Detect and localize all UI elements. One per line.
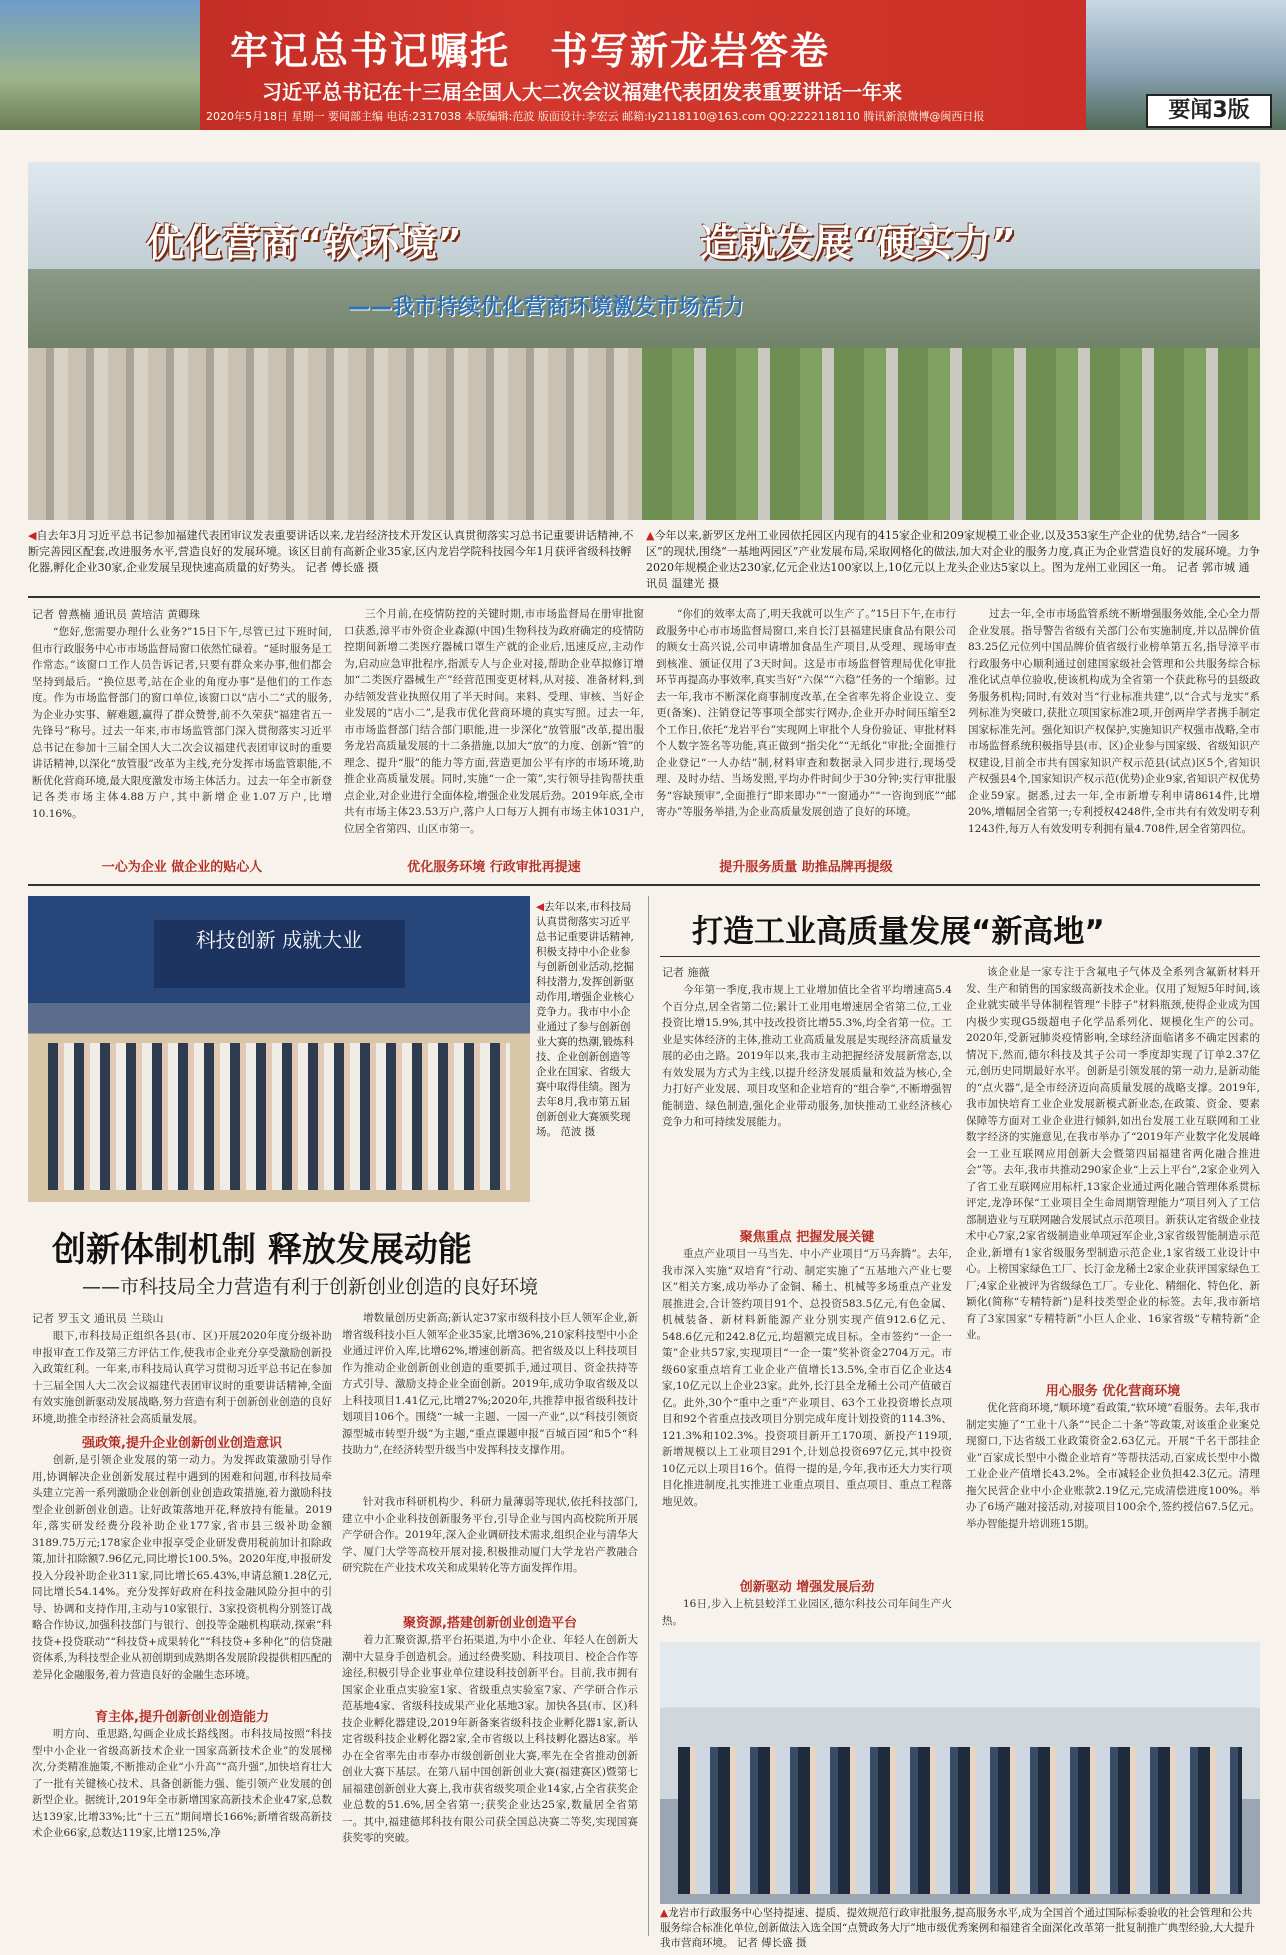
award-photo-caption: ◀去年以来,市科技局认真贯彻落实习近平总书记重要讲话精神,积极支持中小企业参与创新创业活动,挖掘科技潜力,发挥创新驱动作用,增强企业核心竞争力。我市中小企业通过了参与创新创业大赛的热潮,锻炼科技、企业创新创造等企业在国家、省级大赛中取得佳绩。图为去年8月,我市第五届创新创业大赛颁奖现场。 范波 摄 <box>536 901 634 1138</box>
banner-subtitle: 习近平总书记在十三届全国人大二次会议福建代表团发表重要讲话一年来 <box>262 80 902 104</box>
masthead-banner <box>0 0 1286 130</box>
service-hall-photo <box>660 1642 1260 1904</box>
industry-head-2: 创新驱动 增强发展后劲 <box>739 1580 875 1595</box>
divider <box>660 956 1260 957</box>
industry-col-1b: 重点产业项目一马当先、中小产业项目“万马奔腾”。去年,我市深入实施“双培育”行动、制定实施了“五基地六产业七要区”相关方案,成功举办了金铜、稀土、机械等多场重点产业发展推进会,合计签约项目91个、总投资583.5亿元,有色金属、机械装备、新材料新能源产业分别实现产值912.6亿元、548.6亿元和242.8亿元,均超额完成目标。全市签约“一企一策”企业共57家,实现项目“一企一策”奖补资金2704万元。市级60家重点培育工业企业产值增长13.5%,全市百亿企业达4家,10亿元以上企业23家。此外,长汀县全龙稀土公司产值破百亿。此外,30个“重中之重”产业项目、63个工业投资增长点项目和92个省重点技改项目分别完成年度计划投资的114.3%、121.3%和102.3%。投资项目新开工170项、新投产119项,新增规模以上工业项目291个,计划总投资697亿元,其中投资10亿元以上项目16个。值得一提的是,今年,我市还大力实行项目化推进制度,扎实推进工业重点项目、重点项目、重点工程落地见效。 <box>662 1248 952 1508</box>
top-col-4: 过去一年,全市市场监管系统不断增强服务效能,全心全力帮企业发展。指导警告省级有关部门公布实施制度,并以品牌价值83.25亿元位列中国品牌价值省级行业榜单第五名,指导漳平市行政服务中心顺利通过创建国家级社会管理和公共服务综合标准化试点单位验收,使该机构成为全省第一个获此称号的县级政务服务机构;同时,有效对当“行业标准共建”,以“合式与龙实”系列标准为突破口,获批立项国家标准2项,开创两岸学者携手制定国家标准先河。强化知识产权保护,实施知识产权强市战略,全市市场监督系统积极指导县(市、区)企业参与国家级、省级知识产权建设,目前全市共有国家知识产权示范县(试点)区5个,省知识产权强县4个,国家知识产权示范(优势)企业9家,省知识产权优势企业59家。据悉,过去一年,全市新增专利申请8614件,比增20%,增幅居全省第一;专利授权4248件,全市共有有效发明专利1243件,每万人有效发明专利拥有量4.708件,居全省第四位。 <box>968 608 1260 835</box>
hero-caption-left: ◀自去年3月习近平总书记参加福建代表团审议发表重要讲话以来,龙岩经济技术开发区认真贯彻落实习总书记重要讲话精神,不断完善园区配套,改进服务水平,营造良好的发展环境。该区目前有高新企业35家,区内龙岩学院科技园今年1月获评省级科技孵化器,孵化企业30家,企业发展呈现快速高质量的好势头。 记者 傅长盛 摄 <box>28 529 634 574</box>
industry-head-3: 用心服务 优化营商环境 <box>1045 1384 1181 1399</box>
caption-marker-icon: ◀ <box>28 529 37 542</box>
innovation-subtitle: ——市科技局全力营造有利于创新创业创造的良好环境 <box>82 1276 539 1298</box>
innovation-head-2: 育主体,提升创新创业创造能力 <box>95 1710 269 1725</box>
top-col-2: 三个月前,在疫情防控的关键时期,市市场监督局在册审批窗口获悉,漳平市外资企业森源(中国)生物科技为政府确定的疫情防控期间新增二类医疗器械口罩生产就的企业后,迅速反应,主动作为,启动应急审批程序,指派专人与企业对接,帮助企业草拟修订增加“二类医疗器械生产”经营范围变更材料,从对接、准备材料,到办结领发营业执照仅用了半天时间。来料、受理、审核、当好企业发展的“店小二”,是我市优化营商环境的真实写照。过去一年,市市场监督部门结合部门职能,进一步深化“放管服”改革,提出服务龙岩高质量发展的十二条措施,以加大“放”的力度、创新“管”的理念、提升“服”的能力等方面,营造更加公平有序的市场环境,助推企业高质量发展。同时,实施“一企一策”,实行领导挂钩帮扶重点企业,对企业进行全面体检,增强企业发展后劲。2019年底,全市共有市场主体23.53万户,落户人口每万人拥有市场主体1031户,位居全省第四、山区市第一。 <box>344 608 644 835</box>
innovation-col-1a: 眼下,市科技局正组织各县(市、区)开展2020年度分级补助申报审查工作及第三方评估工作,使我市企业充分享受激励创新投入政策红利。一年来,市科技局认真学习贯彻习近平总书记在参加十三届全国人大二次会议福建代表团审议时的重要讲话精神,全面有效实施创新驱动发展战略,努力营造有利于创新创业创造的良好环境,助推全市经济社会高质量发展。 <box>32 1330 332 1425</box>
industry-col-1c: 16日,步入上杭县蛟洋工业园区,德尔科技公司年间生产火热。 <box>662 1598 952 1627</box>
section-label: 要闻3版 <box>1146 94 1272 128</box>
top-col-1: “您好,您需要办理什么业务?”15日下午,尽管已过下班时间,但市行政服务中心市市场监督局窗口依然忙碌着。“延时服务是工作常态。”该窗口工作人员告诉记者,只要有群众来办事,他们都会坚持到最后。“换位思考,站在企业的角度办事”是他们的工作态度。作为市场监督部门的窗口单位,该窗口以“店小二”式的服务,为企业办实事、解难题,赢得了群众赞誉,前不久荣获“福建省五一先锋号”称号。过去一年来,市市场监管部门深入贯彻落实习近平总书记在参加十三届全国人大二次会议福建代表团审议时的重要讲话精神,以深化“放管服”改革为主线,充分发挥市场监管职能,不断优化营商环境,最大限度激发市场主体活力。过去一年全市新登记各类市场主体4.88万户,其中新增企业1.07万户,比增10.16%。 <box>32 626 332 820</box>
industry-col-2b: 优化营商环境,“顺环境”看政策,“软环境”看服务。去年,我市制定实施了“工业十八条”“民企二十条”等政策,对该重企业案兑现窗口,下达省级工业政策资金2.63亿元。开展“千名干部挂企业”百家成长型中小微企业培育”等帮扶活动,百家成长型中小微工业企业产值增长43.2%。全市减轻企业负担42.3亿元。清理拖欠民营企业中小企业账款2.19亿元,完成清偿进度100%。举办了6场产融对接活动,对接项目100余个,签约授信67.5亿元。举办智能提升培训班15期。 <box>966 1402 1260 1530</box>
industry-col-2a: 该企业是一家专注于含氟电子气体及全系列含氟新材料开发、生产和销售的国家级高新技术企业。仅用了短短5年时间,该企业就实破半导体制程管理“卡脖子”材料瓶颈,使得企业成为国内极少实现G5级超电子化学品系列化、规模化生产的公司。2020年,受新冠肺炎疫情影响,全球经济面临诸多不确定因素的情况下,然而,德尔科技及其子公司一季度却实现了订单2.37亿元,创历史同期最好水平。创新是引领发展的第一动力,是新动能的“点火器”,是全市经济迈向高质量发展的战略支撑。2019年,我市加快培育工业企业发展新模式新业态,在政策、资金、要素保障等方面对工业企业进行倾斜,如出台发展工业互联网和工业数字经济的实施意见,在我市举办了“2019年产业数字化发展峰会一工业互联网应用创新大会暨第四届福建省两化融合推进会”等。去年,我市共推动290家企业“上云上平台”,2家企业列入了省工业互联网应用标杆,13家企业通过两化融合管理体系贯标评定,龙净环保“工业项目全生命周期管理能力”项目列入了工信部制造业与互联网融合发展试点示范项目。新获认定省级企业技术中心7家,2家省级制造业单项冠军企业,3家省级智能制造示范企业,新增有1家省级服务型制造示范企业,1家省级工业设计中心。上榜国家绿色工厂、长汀金龙稀土2家企业获评国家绿色工厂;4家企业被评为省级绿色工厂。专业化、精细化、特色化、新颖化(简称“专精特新”)是科技类型企业的标签。去年,我市新培育了3家国家“专精特新”小巨人企业、16家省级“专精特新”企业。 <box>966 966 1260 1341</box>
ceremony-board: 科技创新 成就大业 <box>154 920 405 987</box>
caption-marker-icon: ◀ <box>536 901 545 913</box>
banner-photo-left <box>0 0 200 130</box>
divider <box>28 884 1260 886</box>
banner-title <box>230 20 870 75</box>
innovation-head-3: 聚资源,搭建创新创业创造平台 <box>403 1616 577 1631</box>
innovation-head-1: 强政策,提升企业创新创业创造意识 <box>82 1436 282 1451</box>
divider <box>28 596 1260 598</box>
top-col-3: “你们的效率太高了,明天我就可以生产了。”15日下午,在市行政服务中心市市场监督局窗口,来自长汀县福建民康食品有限公司的顾女士高兴说,公司申请增加食品生产项目,从受理、现场审查到核准、颁证仅用了3天时间。这是市市场监督管理局优化审批环节再提高办事效率,真实当好“六保”“六稳”任务的一个缩影。过去一年,我市不断深化商事制度改革,在全省率先将企业设立、变更(备案)、注销登记等事项全部实行网办,企业开办时间压缩至2个工作日,依托“龙岩平台”实现网上审批个人身份验证、审批材料个人数字签名等功能,真正做到“指尖化”“无纸化”审批;全面推行企业登记“一人办结”制,材料审查和数据录入同步进行,现场受理、及时办结、当场发照,平均办件时间少于30分钟;实行审批服务“容缺预审”,全面推行“即来即办”“一窗通办”“一咨询到底”“邮寄办”等服务举措,为企业高质量发展创造了良好的环境。 <box>656 608 956 818</box>
innovation-byline: 记者 罗玉文 通讯员 兰琰山 <box>32 1312 164 1325</box>
banner-title-left: 牢记总书记嘱托 <box>230 29 511 73</box>
innovation-col-2a: 增数量创历史新高;新认定37家市级科技小巨人领军企业,新增省级科技小巨人领军企业35家,比增36%,210家科技型中小企业通过评价入库,比增62%,增速创新高。把省级及以上科技项目作为推动企业创新创业创造的重要抓手,通过项目、资金扶持等方式引导、激励支持企业全面创新。2019年,成功争取省级及以上科技项目1.41亿元,比增27%;2020年,共推荐申报省级科技计划项目106个。围绕“一城一主题、一园一产业”,以“科技引领资源型城市转型升级”为主题,“重点课题申报”百城百园“和5个“科技助力”,在经济转型升级当中发挥科技支撑作用。 <box>342 1312 638 1456</box>
hero-subtitle: ——我市持续优化营商环境激发市场活力 <box>348 295 745 320</box>
caption-marker-icon: ▲ <box>646 529 655 542</box>
industry-title: 打造工业高质量发展“新高地” <box>692 914 1105 950</box>
top-col-3-head: 提升服务质量 助推品牌再提级 <box>719 860 893 875</box>
innovation-title: 创新体制机制 释放发展动能 <box>52 1230 472 1270</box>
innovation-col-1b: 创新,是引领企业发展的第一动力。为发挥政策激励引导作用,协调解决企业创新发展过程中遇到的困难和问题,市科技局牵头建立完善一系列激励企业创新创业创造政策措施,着力激励科技型企业创新创业创造。让好政策落地开花,释放持有能量。2019年,落实研发经费分段补助企业177家,省市县三级补助金额3189.75万元;178家企业申报享受企业研发费用税前加计扣除政策,加计扣除额7.96亿元,同比增长100.5%。2020年度,申报研发投入分段补助企业311家,同比增长65.43%,申请总额1.28亿元,同比增长54.14%。充分发挥好政府在科技金融风险分担中的引导、协调和支持作用,主动与10家银行、3家投资机构分别签订战略合作协议,加强科技部门与银行、创投等金融机构联动,探索“科技贷+投贷联动”“科技贷+成果转化”“科技贷+多种化”的信贷融资体系,为科技型企业从初创期到成熟期各发展阶段提供相匹配的差异化金融服务,着力营造良好的金融生态环境。 <box>32 1454 332 1681</box>
industry-col-1a: 今年第一季度,我市规上工业增加值比全省平均增速高5.4个百分点,居全省第二位;累计工业用电增速居全省第二位,工业投资比增15.9%,其中技改投资比增55.3%,均全省第一位。工业是实体经济的主体,推动工业高质量发展是实现经济高质量发展的必由之路。2019年以来,我市主动把握经济发展新常态,以有效发展为方式为主线,以提升经济发展质量和效益为核心,全力打好产业发展、项目攻坚和企业培育的“组合拳”,不断增强智能制造、绿色制造,强化企业带动服务,加快推动工业经济核心竞争力和可持续发展能力。 <box>662 984 952 1128</box>
industry-head-1: 聚焦重点 把握发展关键 <box>739 1230 875 1245</box>
hero-title-left: 优化营商“软环境” <box>146 221 462 265</box>
award-ceremony-photo <box>28 896 530 1202</box>
hero-title-right: 造就发展“硬实力” <box>700 221 1016 265</box>
hero-caption-right: ▲今年以来,新罗区龙州工业园依托园区内现有的415家企业和209家规模工业企业,以及353家生产企业的优势,结合“一园多区”的现状,围绕“一基地两园区”产业发展布局,采取网格化的做法,加大对企业的服务力度,真正为企业营造良好的发展环境。力争2020年规模企业达230家,亿元企业达100家以上,10亿元以上龙头企业达5家以上。图为龙州工业园区一角。 记者 郭市城 通讯员 温建光 摄 <box>646 529 1260 590</box>
banner-title-right: 书写新龙岩答卷 <box>550 29 831 73</box>
innovation-col-2b: 针对我市科研机构少、科研力量薄弱等现状,依托科技部门,建立中小企业科技创新服务平台,引导企业与国内高校院所开展产学研合作。2019年,深入企业调研技术需求,组织企业与清华大学、厦门大学等高校开展对接,积极推动厦门大学龙岩产教融合研究院在产业技术攻关和成果转化等方面发挥作用。 <box>342 1496 638 1574</box>
service-hall-caption: ▲龙岩市行政服务中心坚持提速、提质、提效规范行政审批服务,提高服务水平,成为全国首个通过国际标委验收的社会管理和公共服务综合标准化单位,创新做法入选全国“点赞政务大厅”地市级优秀案例和福建省全面深化改革第一批复制推广典型经验,大大提升我市营商环境。 记者 傅长盛 摄 <box>660 1907 1255 1949</box>
top-byline: 记者 曾燕楠 通讯员 黄培洁 黄卿珠 <box>32 608 200 621</box>
caption-marker-icon: ▲ <box>660 1907 669 1919</box>
industry-byline: 记者 施薇 <box>662 966 710 979</box>
column-divider <box>648 896 649 1936</box>
top-col-1-head: 一心为企业 做企业的贴心人 <box>101 860 263 875</box>
top-col-2-head: 优化服务环境 行政审批再提速 <box>407 860 581 875</box>
innovation-col-2c: 着力汇聚资源,搭平台拓渠道,为中小企业、年轻人在创新大潮中大显身手创造机会。通过经费奖励、科技项目、校企合作等途径,积极引导企业事业单位建设科技创新平台。目前,我市拥有国家企业重点实验室1家、省级重点实验室7家、产学研合作示范基地4家、省级科技成果产业化基地3家。加快各县(市、区)科技企业孵化器建设,2019年新备案省级科技企业孵化器1家,新认定省级科技企业孵化器2家,全市省级以上科技孵化器达8家。举办在全省率先由市奉办市级创新创业大赛,率先在全省推动创新创业大赛下基层。在第八届中国创新创业大赛(福建赛区)暨第七届福建创新创业大赛上,我市获省级奖项企业14家,占全省获奖企业总数的51.6%,居全省第一;获奖企业达25家,数量居全省第一。其中,福建德邦科技有限公司获全国总决赛二等奖,实现国赛获奖零的突破。 <box>342 1634 638 1844</box>
banner-meta: 2020年5月18日 星期一 要闻部主编 电话:2317038 本版编辑:范波 版面设计:李宏云 邮箱:ly2118110@163.com QQ:2222118110 腾讯新浪微博@闽西日报 <box>206 110 985 123</box>
innovation-col-1c: 明方向、重思路,勾画企业成长路线图。市科技局按照“科技型中小企业一省级高新技术企业一国家高新技术企业”的发展梯次,分类精准施策,不断推动企业“小升高”“高升强”,加快培育壮大了一批有关键核心技术、具备创新能力强、能引领产业发展的创新型企业。据统计,2019年全市新增国家高新技术企业47家,总数达139家,比增33%;比“十三五”期间增长166%;新增省级高新技术企业66家,总数达119家,比增125%,净 <box>32 1728 332 1839</box>
